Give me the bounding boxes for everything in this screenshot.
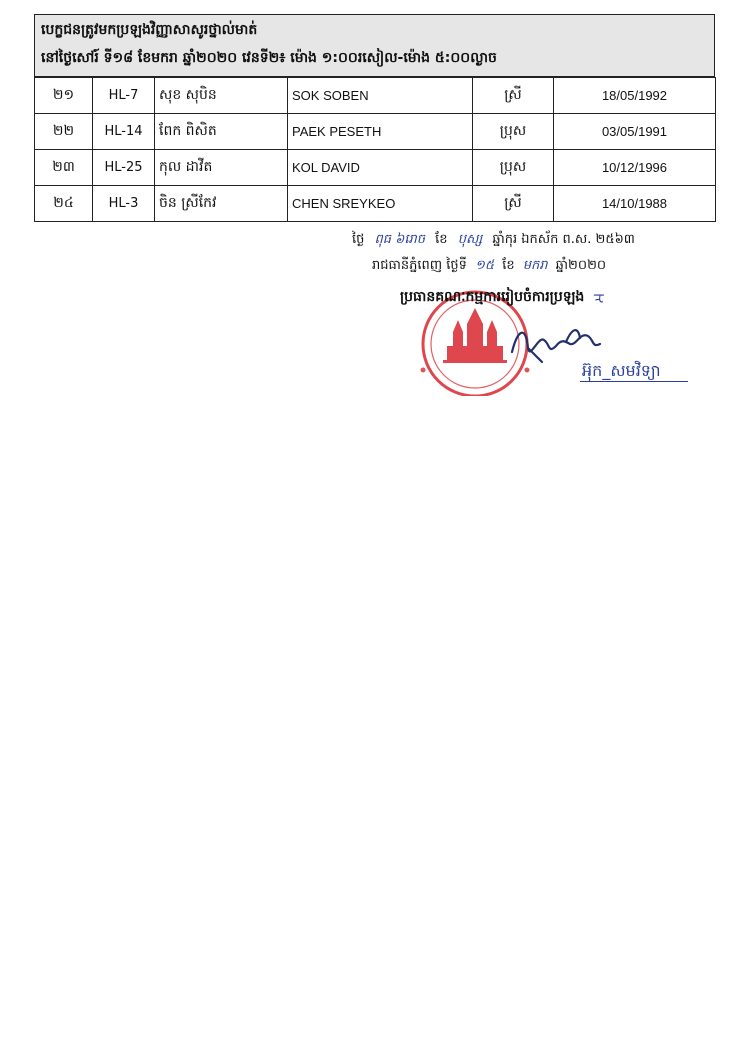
solar-year: ឆ្នាំ២០២០ [555,258,607,273]
solar-month-handwritten: មករា [522,258,548,273]
header-box [34,14,715,77]
cell-name-khmer: ពែក ពិសិត [155,114,288,150]
cell-name-latin: CHEN SREYKEO [288,186,473,222]
cell-name-latin: KOL DAVID [288,150,473,186]
temple-emblem-icon [443,308,507,363]
chairman-title-text: ប្រធានគណៈកម្មការរៀបចំការប្រឡង [400,289,585,305]
cell-name-latin: SOK SOBEN [288,78,473,114]
table-row [35,78,716,114]
lunar-day-label: ថ្ងៃ [352,232,365,247]
signer-name: អ៊ុក_សមវិទ្យា [582,361,661,380]
cell-name-khmer: កុល ដាវីត [155,150,288,186]
cell-code: HL-14 [93,114,155,150]
chairman-title [400,282,605,308]
candidates-table [34,77,716,222]
cell-code: HL-25 [93,150,155,186]
cell-number: ២៣ [35,150,93,186]
table-row [35,186,716,222]
cell-name-latin: PAEK PESETH [288,114,473,150]
handwritten-initial: ᠽ [593,289,605,305]
cell-number: ២២ [35,114,93,150]
lunar-year: ឆ្នាំកុរ ឯកស័ក ព.ស. ២៥៦៣ [492,232,635,247]
lunar-month-handwritten: បុស្ស [457,232,483,247]
header-schedule: នៅថ្ងៃសៅរ៍ ទី១៨ ខែមករា ឆ្នាំ២០២០ វេនទី២៖ ម៉ោង ១:០០រសៀល-ម៉ោង ៥:០០ល្ងាច [41,50,497,66]
solar-day-handwritten: ១៥ [475,258,495,273]
solar-prefix: រាជធានីភ្នំពេញ ថ្ងៃទី [372,258,467,273]
solar-date-line [372,257,606,276]
cell-birthdate: 10/12/1996 [554,150,716,186]
cell-birthdate: 03/05/1991 [554,114,716,150]
cell-sex: ស្រី [473,78,554,114]
cell-number: ២១ [35,78,93,114]
cell-name-khmer: សុខ សុបិន [155,78,288,114]
lunar-month-label: ខែ [435,232,448,247]
signer-underline [580,381,688,382]
cell-name-khmer: ចិន ស្រីកែវ [155,186,288,222]
handwritten-signature [508,318,608,366]
table-row [35,114,716,150]
lunar-day-handwritten: ពុធ ៦រោច [374,232,426,247]
lunar-date-line [352,231,635,250]
table-row [35,150,716,186]
header-title: បេក្ខជនត្រូវមកប្រឡងវិញ្ញាសាសូរថ្នាល់មាត់ [41,22,258,38]
cell-sex: ស្រី [473,186,554,222]
cell-sex: ប្រុស [473,150,554,186]
cell-birthdate: 14/10/1988 [554,186,716,222]
cell-code: HL-7 [93,78,155,114]
cell-sex: ប្រុស [473,114,554,150]
solar-month-label: ខែ [502,258,515,273]
cell-number: ២៤ [35,186,93,222]
cell-code: HL-3 [93,186,155,222]
cell-birthdate: 18/05/1992 [554,78,716,114]
